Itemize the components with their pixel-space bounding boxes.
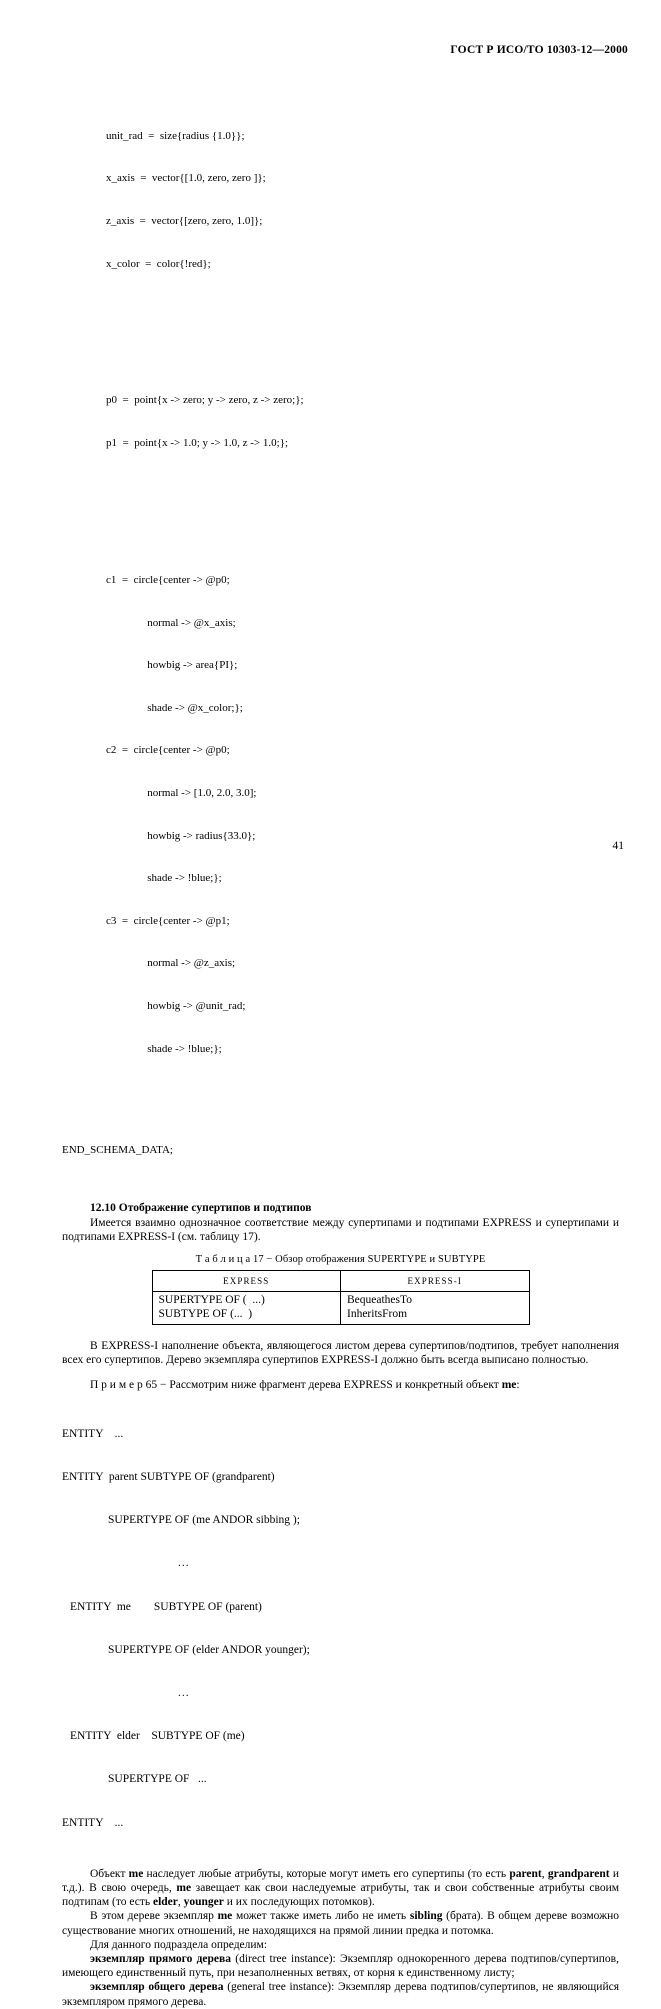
code-line: x_color = color{!red}; xyxy=(106,257,211,270)
spacer xyxy=(62,1325,619,1339)
code-line: p1 = point{x -> 1.0; y -> 1.0, z -> 1.0;}; xyxy=(106,437,289,450)
code-line: normal -> @z_axis; xyxy=(106,957,236,970)
section-heading-wrap xyxy=(62,1201,619,1215)
page-number: 41 xyxy=(612,840,624,852)
spacer xyxy=(62,1368,619,1378)
table-header-express: EXPRESS xyxy=(152,1271,341,1292)
code-line: howbig -> area{PI}; xyxy=(106,659,238,672)
table-cell-line: InheritsFrom xyxy=(347,1307,408,1320)
paragraph-after-table: В EXPRESS-I наполнение объекта, являющегося листом дерева супертипов/подтипов, требует наполнения всех его супертипов. Дерево экземпляра супертипов EXPRESS-I должно быть всегда выписано полностью. xyxy=(62,1340,619,1367)
entity-line-ellipsis: ... xyxy=(178,1557,190,1570)
text-run: может также иметь либо не иметь xyxy=(232,1910,410,1923)
code-line: normal -> [1.0, 2.0, 3.0]; xyxy=(106,786,257,799)
definition-term: экземпляр общего дерева xyxy=(90,1981,224,1994)
definition-body: (general tree instance): Экземпляр дерева подтипов/супертипов, не являющийся экземпляром прямого дерева. xyxy=(62,1981,619,2008)
example-label-text: П р и м е р 65 − Рассмотрим ниже фрагмент дерева EXPRESS и конкретный объект xyxy=(90,1378,499,1391)
table-row xyxy=(152,1292,529,1325)
table-header-express-i: EXPRESS-I xyxy=(341,1271,530,1292)
code-line: normal -> @x_axis; xyxy=(106,616,236,629)
code-line: x_axis = vector{[1.0, zero, zero ]}; xyxy=(106,172,266,185)
table-head xyxy=(152,1271,529,1292)
text-run: , xyxy=(541,1867,548,1880)
table-caption: Т а б л и ц а 17 − Обзор отображения SUPERTYPE и SUBTYPE xyxy=(195,1254,486,1266)
text-run: завещает как свои наследуемые атрибуты, так и свои собственные атрибуты своим подтипам (то есть xyxy=(62,1882,620,1909)
spacer xyxy=(62,1859,619,1867)
example-tail: : xyxy=(516,1378,520,1391)
page-header-standard-id: ГОСТ Р ИСО/ТО 10303-12—2000 xyxy=(450,44,628,56)
entity-line: ENTITY me SUBTYPE OF (parent) xyxy=(70,1600,262,1613)
code-line: c3 = circle{center -> @p1; xyxy=(106,914,230,927)
code-line: p0 = point{x -> zero; y -> zero, z -> zero;}; xyxy=(106,394,304,407)
entity-line: SUPERTYPE OF (elder ANDOR younger); xyxy=(62,1643,310,1656)
table-cell-line: BequeathesTo xyxy=(347,1294,412,1307)
code-block-points xyxy=(106,365,619,479)
term-younger: younger xyxy=(183,1896,224,1909)
text-run: и их последующих потомков). xyxy=(223,1896,375,1909)
entity-line: SUPERTYPE OF ... xyxy=(62,1773,207,1786)
code-line: shade -> !blue;}; xyxy=(106,1042,222,1055)
code-line: c2 = circle{center -> @p0; xyxy=(106,744,230,757)
code-line: howbig -> radius{33.0}; xyxy=(106,829,256,842)
text-run: и т.д.). В свою очередь, xyxy=(62,1867,620,1895)
table-header-row xyxy=(152,1271,529,1292)
table-body xyxy=(152,1292,529,1325)
term-elder: elder xyxy=(152,1896,178,1909)
code-listing xyxy=(62,72,619,1113)
end-schema-data-line: END_SCHEMA_DATA; xyxy=(62,1144,173,1157)
table-cell-line: SUBTYPE OF (... ) xyxy=(158,1307,253,1320)
paragraph-definitions-lead: Для данного подраздела определим: xyxy=(90,1938,268,1951)
supertype-subtype-mapping-table xyxy=(152,1270,530,1325)
entity-line: ENTITY parent SUBTYPE OF (grandparent) xyxy=(62,1470,275,1483)
definition-direct-tree-instance xyxy=(62,1952,619,1980)
paragraph-sibling xyxy=(62,1909,619,1937)
code-line: shade -> @x_color;}; xyxy=(106,701,243,714)
table-cell-express-i xyxy=(341,1292,530,1325)
spacer xyxy=(62,1244,619,1254)
section-intro-paragraph: Имеется взаимно однозначное соответствие между супертипами и подтипами EXPRESS и супертипами и подтипами EXPRESS-I (см. таблицу 17). xyxy=(62,1216,619,1243)
section-title: 12.10 Отображение супертипов и подтипов xyxy=(90,1201,312,1214)
table-cell-line: SUPERTYPE OF ( ...) xyxy=(158,1294,265,1307)
entity-line: SUPERTYPE OF (me ANDOR sibbing ); xyxy=(62,1514,300,1527)
term-me: me xyxy=(176,1882,192,1895)
code-block-circles xyxy=(106,545,619,1085)
definition-general-tree-instance xyxy=(62,1980,619,2008)
term-grandparent: grandparent xyxy=(547,1867,610,1880)
definition-term: экземпляр прямого дерева xyxy=(90,1953,231,1966)
definition-body: (direct tree instance): Экземпляр однокоренного дерева подтипов/супертипов, имеющего единственный путь, при незаполненных ветвях, от корня к единственному листу; xyxy=(62,1953,619,1980)
table-cell-express xyxy=(152,1292,341,1325)
code-line: howbig -> @unit_rad; xyxy=(106,1000,246,1012)
example-bold-term: me xyxy=(501,1378,517,1391)
end-schema-line-wrap xyxy=(62,1115,619,1186)
entity-tree-listing xyxy=(62,1398,619,1859)
code-block-gap xyxy=(106,507,619,516)
paragraph-inheritance xyxy=(62,1867,619,1910)
text-run: В этом дереве экземпляр xyxy=(90,1910,218,1923)
term-parent: parent xyxy=(509,1867,542,1880)
text-run: наследует любые атрибуты, которые могут иметь его супертипы (то есть xyxy=(143,1867,510,1880)
entity-line: ENTITY ... xyxy=(62,1816,124,1829)
code-block-declarations xyxy=(106,100,619,299)
table-wrapper xyxy=(62,1270,619,1325)
entity-line-ellipsis: ... xyxy=(178,1686,190,1699)
entity-line: ENTITY elder SUBTYPE OF (me) xyxy=(70,1730,245,1743)
code-line: c1 = circle{center -> @p0; xyxy=(106,573,230,586)
text-run: , xyxy=(177,1896,184,1909)
code-line: z_axis = vector{[zero, zero, 1.0]}; xyxy=(106,215,263,228)
term-me: me xyxy=(217,1910,233,1923)
code-block-gap xyxy=(106,328,619,337)
code-line: shade -> !blue;}; xyxy=(106,872,222,885)
term-me: me xyxy=(128,1867,144,1880)
text-run: Объект xyxy=(90,1867,129,1880)
code-line: unit_rad = size{radius {1.0}}; xyxy=(106,129,245,142)
entity-line: ENTITY ... xyxy=(62,1427,124,1440)
example-65-label xyxy=(62,1378,619,1392)
page-content xyxy=(62,72,619,2009)
text-run: (брата). В общем дереве возможно существование многих отношений, не находящихся на прямой линии предка и потомка. xyxy=(62,1910,620,1937)
term-sibling: sibling xyxy=(409,1910,443,1923)
